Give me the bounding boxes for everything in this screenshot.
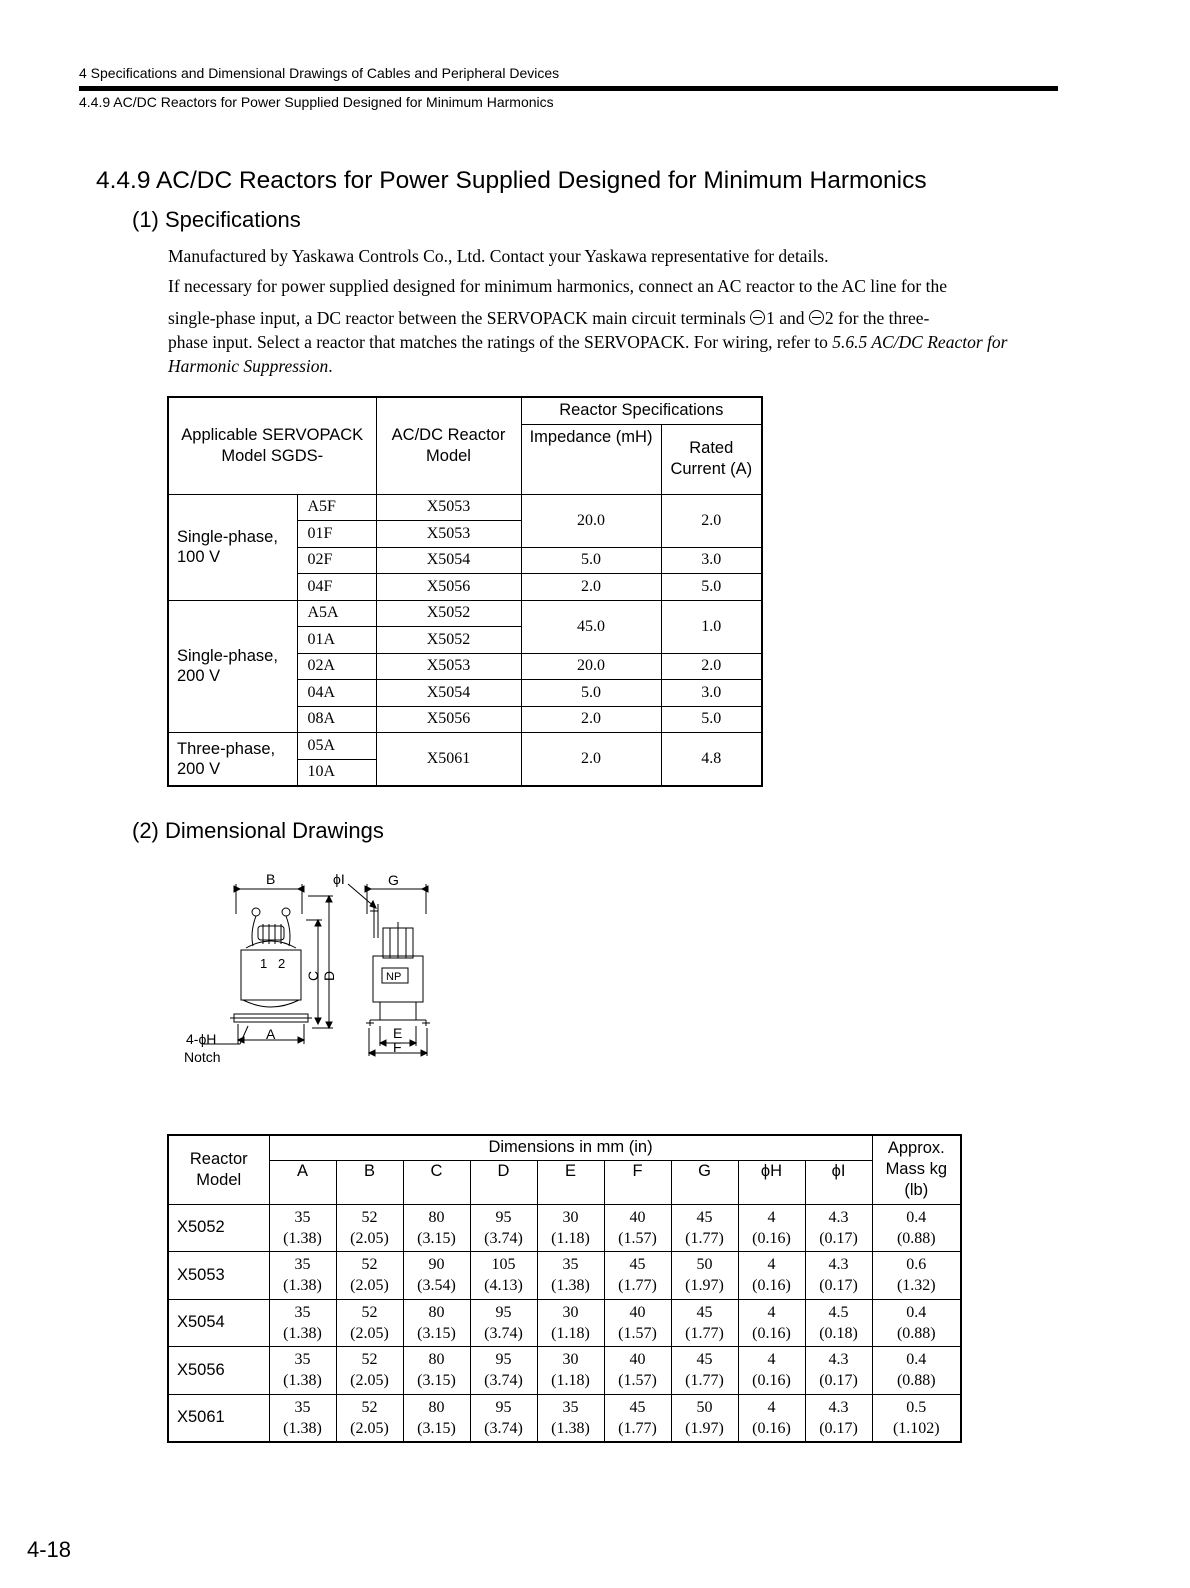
table-cell xyxy=(537,1299,604,1347)
dimension-label-c: C xyxy=(305,970,321,981)
minus-circle-icon xyxy=(750,310,765,325)
imperial-value: (0.18) xyxy=(819,1324,858,1342)
table-cell: 1.0 xyxy=(661,600,762,653)
table-cell: 5.0 xyxy=(521,547,661,574)
imperial-value: (1.38) xyxy=(283,1277,322,1295)
imperial-value: (3.54) xyxy=(417,1277,456,1295)
dimension-label-f: F xyxy=(393,1039,402,1055)
metric-value: 40 xyxy=(629,1351,646,1369)
table-cell xyxy=(738,1204,805,1252)
metric-value: 0.4 xyxy=(906,1208,927,1226)
metric-value: 80 xyxy=(428,1398,445,1416)
table-row xyxy=(168,1252,961,1300)
imperial-value: (0.17) xyxy=(819,1277,858,1295)
notch-label: Notch xyxy=(184,1049,221,1065)
metric-value: 95 xyxy=(495,1398,512,1416)
metric-value: 30 xyxy=(562,1208,579,1226)
table-cell: 2.0 xyxy=(661,653,762,680)
imperial-value: (3.74) xyxy=(484,1419,523,1437)
metric-value: 40 xyxy=(629,1208,646,1226)
terminal-1-text: 1 and xyxy=(766,308,809,328)
imperial-value: (3.15) xyxy=(417,1419,456,1437)
page-number: 4-18 xyxy=(27,1537,72,1562)
table-cell xyxy=(805,1394,872,1442)
column-header: B xyxy=(336,1160,403,1204)
metric-value: 45 xyxy=(696,1303,713,1321)
table-cell xyxy=(872,1394,961,1442)
imperial-value: (3.15) xyxy=(417,1229,456,1247)
metric-value: 4.5 xyxy=(828,1303,849,1321)
metric-value: 52 xyxy=(361,1303,378,1321)
table-cell xyxy=(470,1252,537,1300)
terminal-2-text: 2 for the three- xyxy=(824,308,930,328)
table-cell xyxy=(671,1204,738,1252)
metric-value: 4 xyxy=(767,1351,776,1369)
table-cell xyxy=(336,1252,403,1300)
table-cell: X5056 xyxy=(376,706,521,733)
imperial-value: (3.74) xyxy=(484,1324,523,1342)
header-reactor-model: AC/DC Reactor Model xyxy=(376,397,521,494)
metric-value: 52 xyxy=(361,1351,378,1369)
metric-value: 45 xyxy=(629,1398,646,1416)
wiring-text-a: single-phase input, a DC reactor between the SERVOPACK main circuit terminals xyxy=(168,308,751,328)
metric-value: 95 xyxy=(495,1303,512,1321)
imperial-value: (1.57) xyxy=(618,1229,657,1247)
dimensional-drawings-heading: (2) Dimensional Drawings xyxy=(132,818,384,843)
column-header: A xyxy=(269,1160,336,1204)
imperial-value: (1.38) xyxy=(283,1229,322,1247)
column-header: C xyxy=(403,1160,470,1204)
table-cell xyxy=(805,1347,872,1395)
table-cell xyxy=(671,1347,738,1395)
table-cell: 04A xyxy=(297,680,376,707)
minus-circle-icon xyxy=(809,310,824,325)
column-header: ϕI xyxy=(805,1160,872,1204)
metric-value: 90 xyxy=(428,1256,445,1274)
imperial-value: (0.17) xyxy=(819,1419,858,1437)
group-three-phase-200v: Three-phase, 200 V xyxy=(168,733,297,786)
table-cell xyxy=(738,1252,805,1300)
metric-value: 80 xyxy=(428,1303,445,1321)
imperial-value: (1.18) xyxy=(551,1229,590,1247)
table-cell xyxy=(805,1299,872,1347)
wiring-text-b: phase input. Select a reactor that matches the ratings of the SERVOPACK. For wiring, refer to xyxy=(168,332,833,352)
table-cell: X5061 xyxy=(376,733,521,786)
imperial-value: (2.05) xyxy=(350,1277,389,1295)
table-cell: 2.0 xyxy=(661,494,762,547)
table-cell: X5054 xyxy=(376,680,521,707)
table-cell: 04F xyxy=(297,574,376,601)
imperial-value: (1.77) xyxy=(618,1277,657,1295)
metric-value: 4.3 xyxy=(828,1208,849,1226)
imperial-value: (1.77) xyxy=(685,1324,724,1342)
imperial-value: (3.15) xyxy=(417,1324,456,1342)
metric-value: 4 xyxy=(767,1398,776,1416)
metric-value: 35 xyxy=(294,1303,311,1321)
column-header: E xyxy=(537,1160,604,1204)
dimension-label-g: G xyxy=(388,872,399,888)
metric-value: 4 xyxy=(767,1208,776,1226)
imperial-value: (2.05) xyxy=(350,1324,389,1342)
table-cell: 4.8 xyxy=(661,733,762,786)
group-single-phase-100v: Single-phase, 100 V xyxy=(168,494,297,600)
metric-value: 35 xyxy=(294,1256,311,1274)
table-cell xyxy=(336,1299,403,1347)
table-cell: X5052 xyxy=(376,627,521,654)
header-approx-mass: Approx. Mass kg (lb) xyxy=(872,1135,961,1204)
table-cell: 01A xyxy=(297,627,376,654)
table-cell xyxy=(604,1204,671,1252)
terminal-label-1: 1 xyxy=(260,956,268,971)
reactor-model-cell: X5061 xyxy=(168,1394,269,1442)
group-single-phase-200v: Single-phase, 200 V xyxy=(168,600,297,733)
metric-value: 40 xyxy=(629,1303,646,1321)
table-row xyxy=(168,1204,961,1252)
metric-value: 45 xyxy=(696,1208,713,1226)
header-reactor-specifications: Reactor Specifications xyxy=(521,397,762,424)
header-dimensions: Dimensions in mm (in) xyxy=(269,1135,872,1160)
metric-value: 0.6 xyxy=(906,1256,927,1274)
dimension-label-d: D xyxy=(321,970,337,981)
metric-value: 50 xyxy=(696,1398,713,1416)
metric-value: 52 xyxy=(361,1208,378,1226)
imperial-value: (1.38) xyxy=(551,1419,590,1437)
imperial-value: (1.38) xyxy=(551,1277,590,1295)
dimension-label-e: E xyxy=(393,1025,403,1041)
table-cell xyxy=(403,1204,470,1252)
table-cell: 20.0 xyxy=(521,653,661,680)
table-cell: 20.0 xyxy=(521,494,661,547)
dimension-label-phi-i: ϕI xyxy=(333,871,345,887)
terminal-label-2: 2 xyxy=(278,956,286,971)
metric-value: 35 xyxy=(294,1351,311,1369)
table-cell: 2.0 xyxy=(521,574,661,601)
imperial-value: (1.97) xyxy=(685,1277,724,1295)
table-cell: 3.0 xyxy=(661,680,762,707)
imperial-value: (0.16) xyxy=(752,1419,791,1437)
table-cell xyxy=(403,1299,470,1347)
table-cell: 01F xyxy=(297,521,376,548)
wiring-paragraph-line1: If necessary for power supplied designed for minimum harmonics, connect an AC reactor to the AC line for the xyxy=(168,276,948,296)
metric-value: 4 xyxy=(767,1303,776,1321)
metric-value: 35 xyxy=(562,1398,579,1416)
table-cell: 02F xyxy=(297,547,376,574)
metric-value: 80 xyxy=(428,1351,445,1369)
table-cell xyxy=(604,1347,671,1395)
table-cell xyxy=(269,1347,336,1395)
metric-value: 95 xyxy=(495,1208,512,1226)
table-cell: X5053 xyxy=(376,521,521,548)
table-cell: 10A xyxy=(297,759,376,786)
wiring-reference-link[interactable]: 5.6.5 AC/DC Reactor for Harmonic Suppression xyxy=(168,332,1008,376)
intro-paragraph: Manufactured by Yaskawa Controls Co., Ltd. Contact your Yaskawa representative for details. xyxy=(168,246,829,266)
imperial-value: (0.16) xyxy=(752,1372,791,1390)
imperial-value: (4.13) xyxy=(484,1277,523,1295)
table-cell: A5A xyxy=(297,600,376,627)
imperial-value: (1.57) xyxy=(618,1372,657,1390)
header-rated-current: Rated Current (A) xyxy=(661,424,762,494)
table-cell: X5054 xyxy=(376,547,521,574)
table-cell: 2.0 xyxy=(521,733,661,786)
table-row xyxy=(168,1394,961,1442)
metric-value: 0.4 xyxy=(906,1351,927,1369)
metric-value: 35 xyxy=(294,1208,311,1226)
imperial-value: (3.15) xyxy=(417,1372,456,1390)
imperial-value: (2.05) xyxy=(350,1229,389,1247)
table-cell xyxy=(537,1347,604,1395)
table-cell xyxy=(336,1347,403,1395)
metric-value: 45 xyxy=(696,1351,713,1369)
table-cell: 08A xyxy=(297,706,376,733)
reactor-model-cell: X5052 xyxy=(168,1204,269,1252)
table-cell: X5056 xyxy=(376,574,521,601)
table-row xyxy=(168,1347,961,1395)
metric-value: 4.3 xyxy=(828,1351,849,1369)
imperial-value: (3.74) xyxy=(484,1229,523,1247)
table-cell: 3.0 xyxy=(661,547,762,574)
imperial-value: (1.38) xyxy=(283,1372,322,1390)
table-cell xyxy=(470,1394,537,1442)
metric-value: 0.5 xyxy=(906,1398,927,1416)
imperial-value: (2.05) xyxy=(350,1372,389,1390)
column-header: ϕH xyxy=(738,1160,805,1204)
table-cell: X5053 xyxy=(376,494,521,521)
table-cell xyxy=(336,1394,403,1442)
imperial-value: (0.88) xyxy=(896,1324,936,1342)
wiring-paragraph-body xyxy=(168,306,1068,378)
imperial-value: (0.17) xyxy=(819,1229,858,1247)
metric-value: 4.3 xyxy=(828,1398,849,1416)
table-cell xyxy=(671,1299,738,1347)
imperial-value: (0.88) xyxy=(896,1372,936,1390)
reactor-model-cell: X5056 xyxy=(168,1347,269,1395)
column-header: F xyxy=(604,1160,671,1204)
reactor-dimensional-drawing xyxy=(170,866,440,1076)
imperial-value: (1.18) xyxy=(551,1372,590,1390)
table-cell xyxy=(269,1394,336,1442)
table-cell xyxy=(269,1204,336,1252)
imperial-value: (0.16) xyxy=(752,1324,791,1342)
table-cell: 02A xyxy=(297,653,376,680)
imperial-value: (3.74) xyxy=(484,1372,523,1390)
table-cell xyxy=(671,1394,738,1442)
dimension-label-hole: 4-ϕH xyxy=(186,1031,217,1047)
table-cell: 45.0 xyxy=(521,600,661,653)
table-cell xyxy=(604,1252,671,1300)
table-cell xyxy=(738,1347,805,1395)
table-cell xyxy=(269,1252,336,1300)
running-header-section: 4.4.9 AC/DC Reactors for Power Supplied Designed for Minimum Harmonics xyxy=(79,94,554,110)
imperial-value: (0.16) xyxy=(752,1229,791,1247)
table-cell xyxy=(537,1394,604,1442)
metric-value: 95 xyxy=(495,1351,512,1369)
imperial-value: (0.17) xyxy=(819,1372,858,1390)
metric-value: 45 xyxy=(629,1256,646,1274)
table-cell xyxy=(403,1347,470,1395)
table-cell xyxy=(738,1299,805,1347)
table-cell xyxy=(671,1252,738,1300)
imperial-value: (1.57) xyxy=(618,1324,657,1342)
reactor-spec-table xyxy=(167,396,763,787)
reactor-model-cell: X5054 xyxy=(168,1299,269,1347)
table-cell: X5052 xyxy=(376,600,521,627)
metric-value: 4.3 xyxy=(828,1256,849,1274)
nameplate-label: NP xyxy=(386,971,402,983)
imperial-value: (1.77) xyxy=(618,1419,657,1437)
table-cell xyxy=(872,1299,961,1347)
header-applicable-model: Applicable SERVOPACK Model SGDS- xyxy=(168,397,376,494)
column-header: D xyxy=(470,1160,537,1204)
table-cell xyxy=(604,1299,671,1347)
metric-value: 30 xyxy=(562,1303,579,1321)
imperial-value: (1.38) xyxy=(283,1419,322,1437)
imperial-value: (1.32) xyxy=(896,1277,936,1295)
dimension-label-a: A xyxy=(266,1026,276,1042)
table-cell xyxy=(537,1252,604,1300)
table-cell xyxy=(805,1252,872,1300)
metric-value: 52 xyxy=(361,1398,378,1416)
table-cell xyxy=(470,1204,537,1252)
table-cell xyxy=(872,1252,961,1300)
table-cell xyxy=(470,1347,537,1395)
metric-value: 50 xyxy=(696,1256,713,1274)
table-cell xyxy=(604,1394,671,1442)
table-cell: X5053 xyxy=(376,653,521,680)
table-cell xyxy=(872,1204,961,1252)
table-cell xyxy=(470,1299,537,1347)
table-cell: A5F xyxy=(297,494,376,521)
section-heading: 4.4.9 AC/DC Reactors for Power Supplied Designed for Minimum Harmonics xyxy=(96,167,927,194)
header-rule xyxy=(79,86,1058,91)
metric-value: 105 xyxy=(491,1256,516,1274)
specifications-heading: (1) Specifications xyxy=(132,207,301,232)
table-cell: 5.0 xyxy=(521,680,661,707)
imperial-value: (1.102) xyxy=(892,1419,940,1437)
table-row xyxy=(168,1299,961,1347)
dimension-label-b: B xyxy=(266,871,276,887)
imperial-value: (1.18) xyxy=(551,1324,590,1342)
metric-value: 4 xyxy=(767,1256,776,1274)
imperial-value: (1.97) xyxy=(685,1419,724,1437)
table-cell xyxy=(403,1394,470,1442)
running-header-chapter: 4 Specifications and Dimensional Drawings of Cables and Peripheral Devices xyxy=(79,65,560,81)
table-cell: 5.0 xyxy=(661,574,762,601)
wiring-text-end: . xyxy=(328,356,333,376)
imperial-value: (0.88) xyxy=(896,1229,936,1247)
reactor-model-cell: X5053 xyxy=(168,1252,269,1300)
metric-value: 80 xyxy=(428,1208,445,1226)
column-header: G xyxy=(671,1160,738,1204)
table-cell xyxy=(537,1204,604,1252)
table-cell xyxy=(336,1204,403,1252)
imperial-value: (0.16) xyxy=(752,1277,791,1295)
table-cell xyxy=(805,1204,872,1252)
table-cell xyxy=(269,1299,336,1347)
imperial-value: (1.38) xyxy=(283,1324,322,1342)
header-impedance: Impedance (mH) xyxy=(521,424,661,494)
imperial-value: (1.77) xyxy=(685,1372,724,1390)
reactor-dimensions-table xyxy=(167,1134,962,1443)
metric-value: 30 xyxy=(562,1351,579,1369)
table-cell: 2.0 xyxy=(521,706,661,733)
table-cell xyxy=(872,1347,961,1395)
metric-value: 35 xyxy=(294,1398,311,1416)
imperial-value: (1.77) xyxy=(685,1229,724,1247)
table-cell: 05A xyxy=(297,733,376,760)
metric-value: 52 xyxy=(361,1256,378,1274)
table-cell xyxy=(403,1252,470,1300)
table-cell: 5.0 xyxy=(661,706,762,733)
table-cell xyxy=(738,1394,805,1442)
metric-value: 35 xyxy=(562,1256,579,1274)
metric-value: 0.4 xyxy=(906,1303,927,1321)
header-reactor-model: Reactor Model xyxy=(168,1135,269,1204)
imperial-value: (2.05) xyxy=(350,1419,389,1437)
